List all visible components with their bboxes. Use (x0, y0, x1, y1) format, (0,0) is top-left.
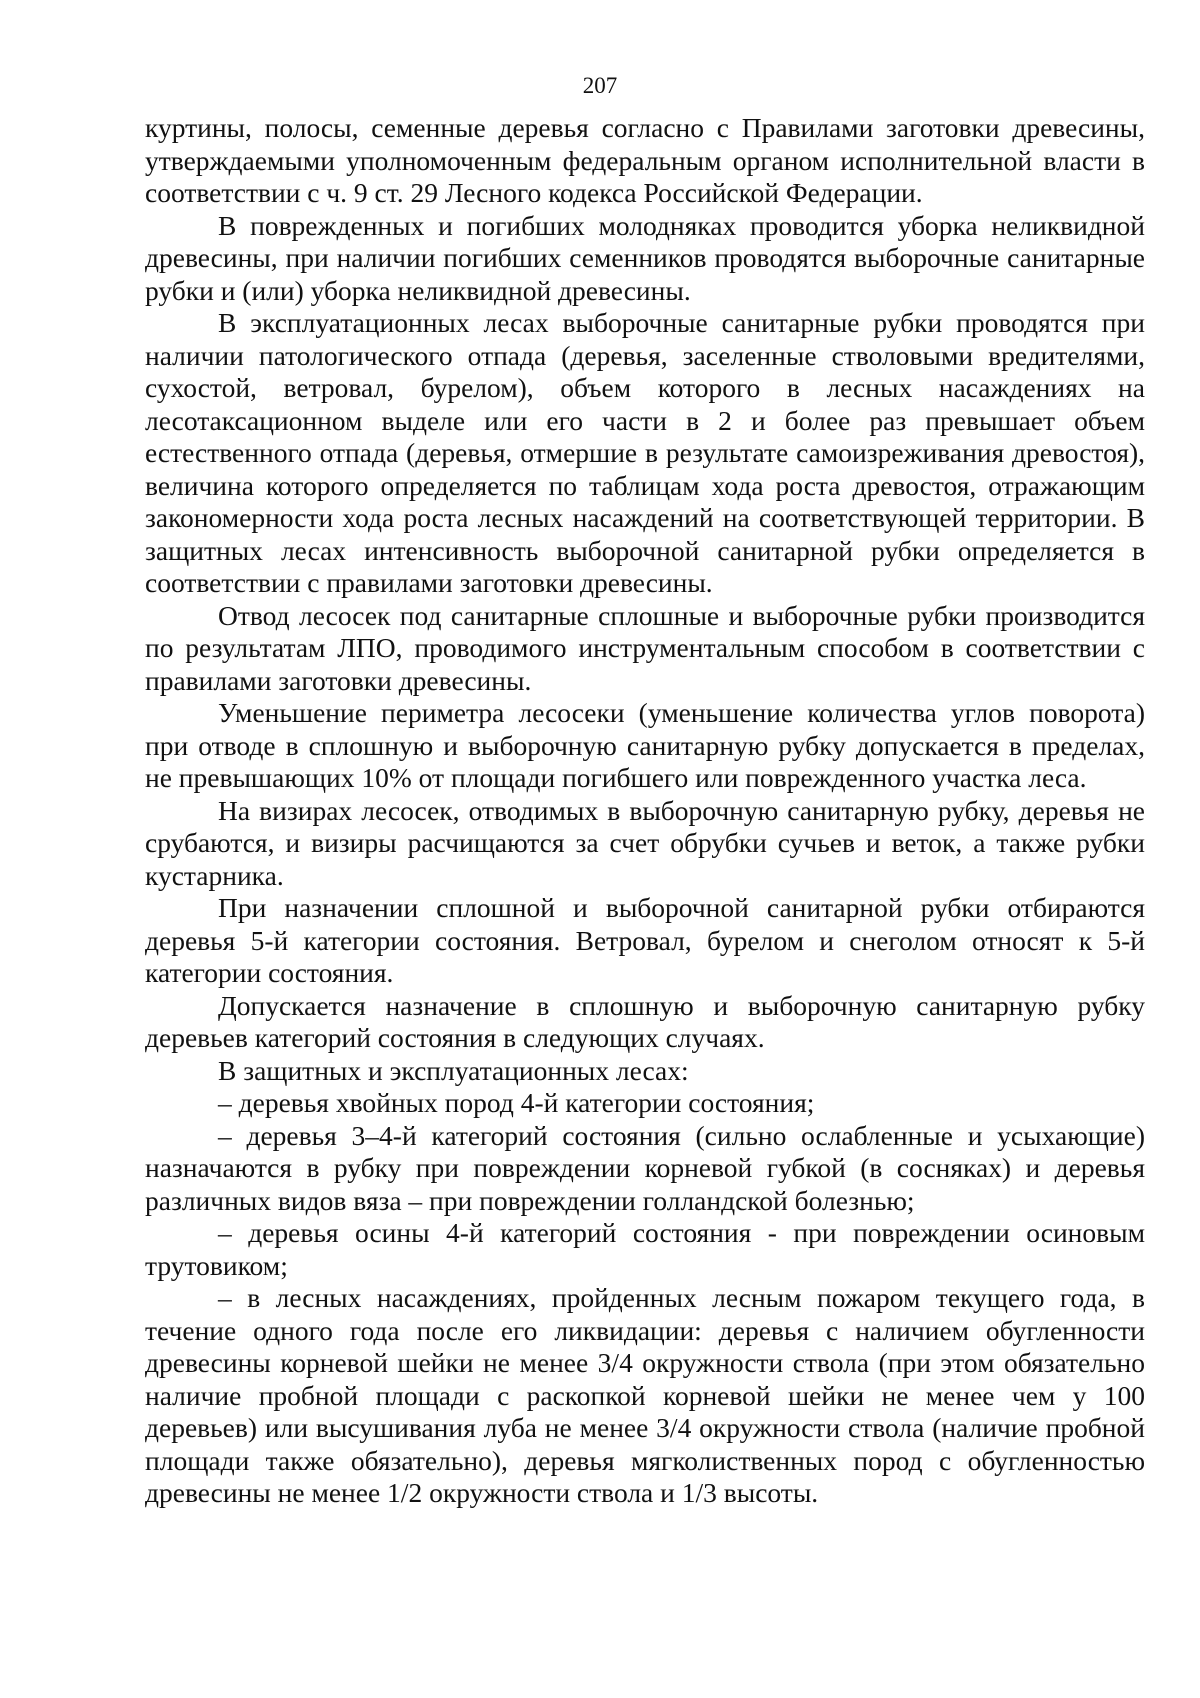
paragraph: При назначении сплошной и выборочной санитарной рубки отбираются деревья 5-й категории состояния. Ветровал, бурелом и снеголом относят к 5-й категории состояния. (145, 892, 1145, 988)
document-body (145, 112, 1145, 1510)
page-number: 207 (582, 73, 618, 98)
paragraph: Уменьшение периметра лесосеки (уменьшение количества углов поворота) при отводе в сплошную и выборочную санитарную рубку допускается в пределах, не превышающих 10% от площади погибшего или поврежденного участка леса. (145, 697, 1145, 793)
paragraph: В поврежденных и погибших молодняках проводится уборка неликвидной древесины, при наличии погибших семенников проводятся выборочные санитарные рубки и (или) уборка неликвидной древесины. (145, 209, 1145, 306)
list-item: – в лесных насаждениях, пройденных лесным пожаром текущего года, в течение одного года после его ликвидации: деревья с наличием обугленности древесины корневой шейки не менее 3/4 окружности ствола (при этом обязательно наличие пробной площади с раскопкой корневой шейки не менее чем у 100 деревьев) или высушивания луба не менее 3/4 окружности ствола (наличие пробной площади также обязательно), деревья мягколиственных пород с обугленностью древесины не менее 1/2 окружности ствола и 1/3 высоты. (145, 1282, 1145, 1508)
paragraph: В эксплуатационных лесах выборочные санитарные рубки проводятся при наличии патологического отпада (деревья, заселенные стволовыми вредителями, сухостой, ветровал, бурелом), объем которого в лесных насаждениях на лесотаксационном выделе или его части в 2 и более раз превышает объем естественного отпада (деревья, отмершие в результате самоизреживания древостоя), величина которого определяется по таблицам хода роста древостоя, отражающим закономерности хода роста лесных насаждений на соответствующей территории. В защитных лесах интенсивность выборочной санитарной рубки определяется в соответствии с правилами заготовки древесины. (145, 307, 1145, 598)
paragraph: куртины, полосы, семенные деревья согласно с Правилами заготовки древесины, утверждаемыми уполномоченным федеральным органом исполнительной власти в соответствии с ч. 9 ст. 29 Лесного кодекса Российской Федерации. (145, 112, 1145, 208)
paragraph: Допускается назначение в сплошную и выборочную санитарную рубку деревьев категорий состояния в следующих случаях. (145, 989, 1145, 1053)
paragraph: На визирах лесосек, отводимых в выборочную санитарную рубку, деревья не срубаются, и визиры расчищаются за счет обрубки сучьев и веток, а также рубки кустарника. (145, 794, 1145, 891)
list-item: – деревья осины 4-й категорий состояния - при повреждении осиновым трутовиком; (145, 1217, 1145, 1281)
list-item: – деревья хвойных пород 4-й категории состояния; (218, 1087, 815, 1118)
paragraph: Отвод лесосек под санитарные сплошные и выборочные рубки производится по результатам ЛПО, проводимого инструментальным способом в соответствии с правилами заготовки древесины. (145, 599, 1145, 696)
paragraph: В защитных и эксплуатационных лесах: (218, 1054, 689, 1086)
list-item: – деревья 3–4-й категорий состояния (сильно ослабленные и усыхающие) назначаются в рубку при повреждении корневой губкой (в сосняках) и деревья различных видов вяза – при повреждении голландской болезнью; (145, 1119, 1145, 1216)
